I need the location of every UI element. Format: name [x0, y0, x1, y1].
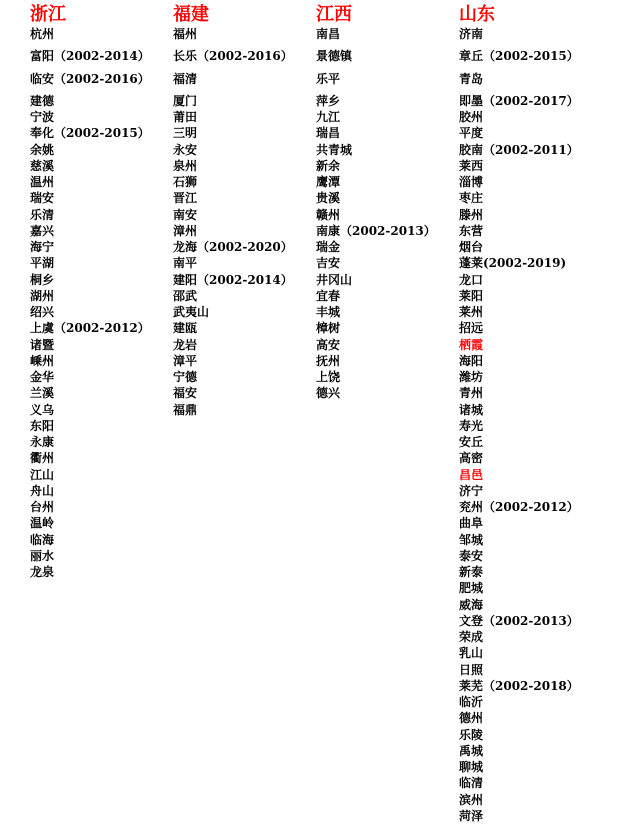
city-item: 乳山 [459, 646, 484, 661]
city-item: 三明 [173, 126, 198, 141]
city-item: 东阳 [30, 418, 55, 433]
city-item: 诸暨 [30, 337, 55, 352]
city-item: 临清 [459, 776, 484, 791]
city-item: 景德镇 [316, 49, 353, 64]
city-item: 建阳（2002-2014） [173, 272, 293, 287]
city-item: 衢州 [30, 451, 55, 466]
city-item: 瑞昌 [316, 126, 341, 141]
city-item: 南昌 [316, 27, 341, 41]
column-fujian [173, 4, 293, 418]
city-item: 德州 [459, 711, 484, 726]
city-item: 宁波 [30, 110, 55, 124]
city-item: 招远 [459, 321, 484, 336]
city-item: 九江 [316, 110, 341, 124]
city-item: 萍乡 [316, 93, 341, 108]
city-item: 乐陵 [459, 727, 484, 742]
city-item: 瑞安 [30, 191, 55, 206]
city-item: 临安（2002-2016） [30, 71, 150, 86]
city-item: 济宁 [459, 483, 484, 498]
city-item: 寿光 [459, 418, 484, 433]
city-item: 长乐（2002-2016） [173, 49, 293, 64]
city-item: 邵武 [173, 288, 198, 303]
city-item: 菏泽 [459, 808, 484, 823]
city-item: 抚州 [316, 353, 341, 368]
city-item: 厦门 [173, 93, 198, 108]
city-item: 龙海（2002-2020） [173, 240, 293, 254]
city-item: 青岛 [459, 71, 484, 86]
city-item: 乐清 [30, 207, 55, 222]
city-item: 建德 [30, 93, 55, 108]
city-item: 福清 [173, 71, 198, 86]
city-list-zhejiang [30, 26, 150, 580]
city-item: 文登（2002-2013） [459, 613, 579, 628]
city-item: 海宁 [30, 240, 55, 254]
city-item: 滨州 [459, 792, 484, 807]
city-item: 湖州 [30, 288, 55, 303]
city-list-shandong [459, 26, 579, 824]
column-jiangxi [316, 4, 436, 402]
city-item: 昌邑 [459, 467, 484, 482]
city-item: 石狮 [173, 175, 198, 189]
column-zhejiang [30, 4, 150, 580]
city-item: 聊城 [459, 760, 484, 774]
city-item: 南康（2002-2013） [316, 223, 436, 238]
city-item: 兖州（2002-2012） [459, 500, 579, 514]
city-item: 福安 [173, 386, 198, 401]
city-item: 安丘 [459, 435, 484, 449]
city-item: 上虞（2002-2012） [30, 321, 150, 336]
province-heading-jiangxi: 江西 [316, 4, 352, 25]
city-item: 章丘（2002-2015） [459, 49, 579, 64]
city-item: 平湖 [30, 256, 55, 271]
city-item: 莱州 [459, 305, 484, 319]
city-item: 赣州 [316, 207, 341, 222]
city-item: 丽水 [30, 548, 55, 563]
city-item: 嵊州 [30, 353, 55, 368]
city-item: 淄博 [459, 175, 484, 189]
city-item: 临沂 [459, 695, 484, 709]
city-item: 禹城 [459, 743, 484, 758]
city-item: 栖霞 [459, 337, 484, 352]
city-item: 新余 [316, 158, 341, 173]
city-item: 日照 [459, 662, 484, 677]
city-list-fujian [173, 26, 293, 418]
city-item: 威海 [459, 597, 484, 612]
city-item: 嘉兴 [30, 223, 55, 238]
city-item: 莱阳 [459, 288, 484, 303]
province-heading-fujian: 福建 [173, 4, 209, 25]
city-item: 绍兴 [30, 305, 55, 319]
city-item: 江山 [30, 467, 55, 482]
city-item: 龙泉 [30, 565, 55, 579]
city-item: 东营 [459, 223, 484, 238]
city-item: 温岭 [30, 516, 55, 531]
city-item: 鹰潭 [316, 175, 341, 189]
city-item: 青州 [459, 386, 484, 401]
city-item: 吉安 [316, 256, 341, 271]
city-item: 荣成 [459, 630, 484, 644]
city-item: 龙口 [459, 272, 484, 287]
city-item: 福州 [173, 27, 198, 41]
city-item: 莆田 [173, 110, 198, 124]
city-item: 晋江 [173, 191, 198, 206]
city-item: 兰溪 [30, 386, 55, 401]
city-item: 临海 [30, 532, 55, 547]
city-item: 高密 [459, 451, 484, 466]
province-heading-shandong: 山东 [459, 4, 495, 25]
city-item: 平度 [459, 126, 484, 141]
city-item: 济南 [459, 27, 484, 41]
column-shandong [459, 4, 579, 824]
city-item: 肥城 [459, 581, 484, 596]
city-item: 台州 [30, 500, 55, 514]
city-item: 樟树 [316, 321, 341, 336]
city-item: 义乌 [30, 402, 55, 417]
city-item: 富阳（2002-2014） [30, 49, 150, 64]
city-item: 漳平 [173, 353, 198, 368]
city-item: 胶州 [459, 110, 484, 124]
city-item: 杭州 [30, 27, 55, 41]
city-item: 福鼎 [173, 402, 198, 417]
city-item: 永康 [30, 435, 55, 449]
city-item: 诸城 [459, 402, 484, 417]
city-item: 泉州 [173, 158, 198, 173]
city-item: 海阳 [459, 353, 484, 368]
city-item: 瑞金 [316, 240, 341, 254]
city-item: 新泰 [459, 565, 484, 579]
city-item: 奉化（2002-2015） [30, 126, 150, 141]
city-item: 宜春 [316, 288, 341, 303]
city-item: 桐乡 [30, 272, 55, 287]
city-item: 丰城 [316, 305, 341, 319]
city-item: 高安 [316, 337, 341, 352]
city-item: 邹城 [459, 532, 484, 547]
city-item: 永安 [173, 142, 198, 157]
city-item: 贵溪 [316, 191, 341, 206]
city-item: 建瓯 [173, 321, 198, 336]
city-item: 漳州 [173, 223, 198, 238]
city-item: 莱芜（2002-2018） [459, 678, 579, 693]
city-item: 南安 [173, 207, 198, 222]
city-item: 蓬莱(2002-2019) [459, 256, 567, 271]
city-item: 上饶 [316, 370, 341, 384]
city-item: 莱西 [459, 158, 484, 173]
city-list-jiangxi [316, 26, 436, 402]
city-item: 枣庄 [459, 191, 484, 206]
city-item: 南平 [173, 256, 198, 271]
city-item: 龙岩 [173, 337, 198, 352]
city-item: 共青城 [316, 142, 353, 157]
city-item: 乐平 [316, 71, 341, 86]
province-heading-zhejiang: 浙江 [30, 4, 66, 25]
city-item: 曲阜 [459, 516, 484, 531]
city-item: 潍坊 [459, 370, 484, 384]
city-item: 宁德 [173, 370, 198, 384]
city-item: 武夷山 [173, 305, 210, 319]
city-item: 即墨（2002-2017） [459, 93, 579, 108]
city-item: 井冈山 [316, 272, 353, 287]
city-item: 滕州 [459, 207, 484, 222]
city-item: 胶南（2002-2011） [459, 142, 579, 157]
city-item: 余姚 [30, 142, 55, 157]
city-item: 烟台 [459, 240, 484, 254]
city-item: 温州 [30, 175, 55, 189]
city-item: 慈溪 [30, 158, 55, 173]
city-item: 德兴 [316, 386, 341, 401]
city-item: 舟山 [30, 483, 55, 498]
city-item: 泰安 [459, 548, 484, 563]
city-item: 金华 [30, 370, 55, 384]
